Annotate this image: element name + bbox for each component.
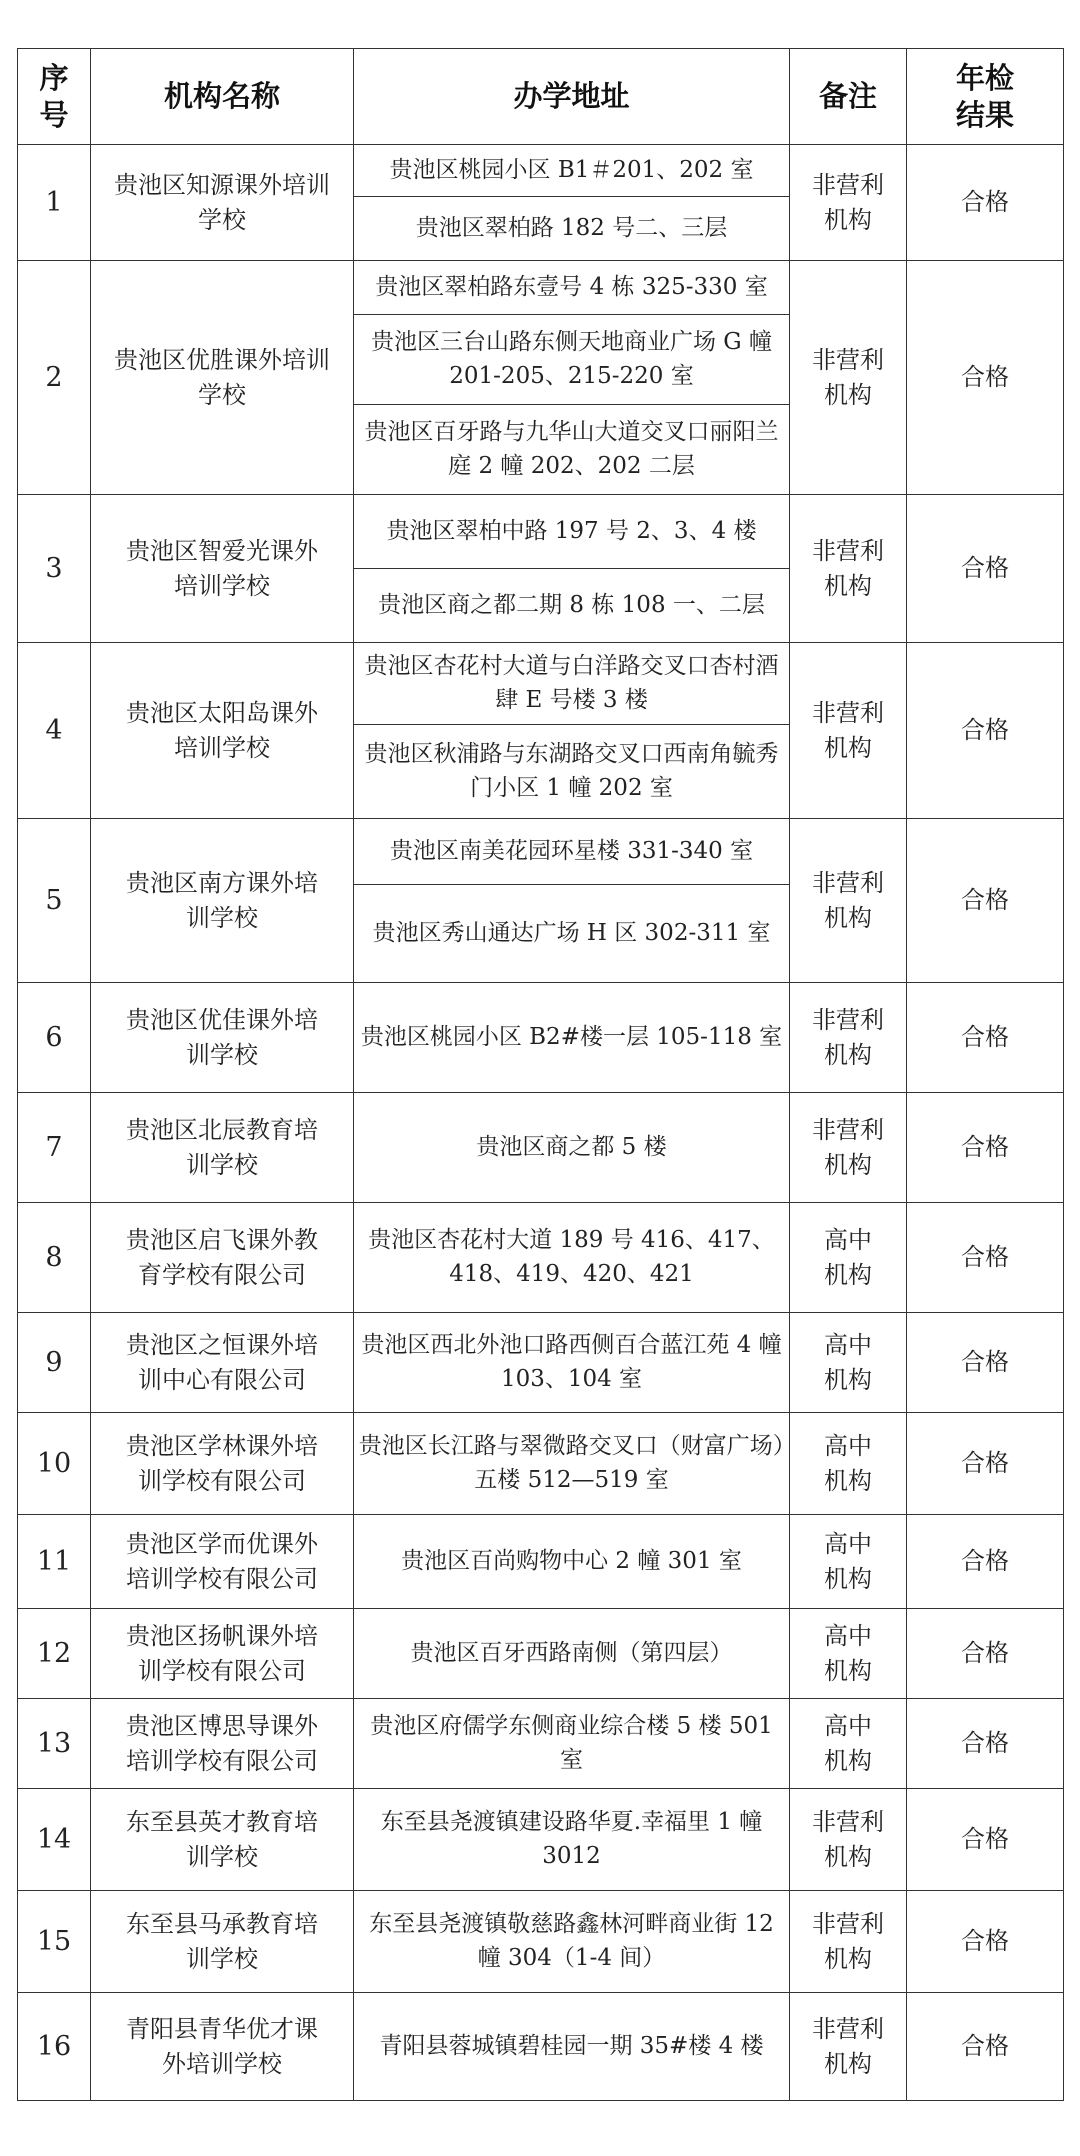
institution-address: 贵池区府儒学东侧商业综合楼 5 楼 501 室 bbox=[354, 1699, 790, 1789]
inspection-result: 合格 bbox=[907, 1203, 1064, 1313]
institution-address: 贵池区百牙路与九华山大道交叉口丽阳兰庭 2 幢 202、202 二层 bbox=[354, 405, 790, 495]
row-number: 1 bbox=[18, 145, 91, 261]
table-row bbox=[18, 1093, 1064, 1203]
row-number: 16 bbox=[18, 1993, 91, 2101]
inspection-result: 合格 bbox=[907, 1093, 1064, 1203]
table-row bbox=[18, 261, 1064, 315]
inspection-result: 合格 bbox=[907, 1515, 1064, 1609]
institution-table bbox=[17, 48, 1064, 2101]
header-no: 序 号 bbox=[18, 49, 91, 145]
institution-note: 非营利 机构 bbox=[790, 819, 907, 983]
institution-address: 贵池区长江路与翠微路交叉口（财富广场）五楼 512—519 室 bbox=[354, 1413, 790, 1515]
institution-address: 东至县尧渡镇敬慈路鑫林河畔商业街 12 幢 304（1-4 间） bbox=[354, 1891, 790, 1993]
header-result: 年检 结果 bbox=[907, 49, 1064, 145]
table-row bbox=[18, 1313, 1064, 1413]
table-body bbox=[18, 145, 1064, 2101]
inspection-result: 合格 bbox=[907, 1891, 1064, 1993]
table-row bbox=[18, 145, 1064, 197]
row-number: 10 bbox=[18, 1413, 91, 1515]
institution-address: 贵池区商之都 5 楼 bbox=[354, 1093, 790, 1203]
institution-name: 东至县马承教育培 训学校 bbox=[91, 1891, 354, 1993]
institution-note: 非营利 机构 bbox=[790, 1993, 907, 2101]
institution-note: 非营利 机构 bbox=[790, 983, 907, 1093]
inspection-result: 合格 bbox=[907, 1313, 1064, 1413]
institution-name: 贵池区知源课外培训 学校 bbox=[91, 145, 354, 261]
inspection-result: 合格 bbox=[907, 819, 1064, 983]
header-name: 机构名称 bbox=[91, 49, 354, 145]
institution-note: 非营利 机构 bbox=[790, 1891, 907, 1993]
institution-name: 贵池区优胜课外培训 学校 bbox=[91, 261, 354, 495]
table-row bbox=[18, 495, 1064, 569]
inspection-result: 合格 bbox=[907, 1789, 1064, 1891]
row-number: 8 bbox=[18, 1203, 91, 1313]
row-number: 3 bbox=[18, 495, 91, 643]
institution-note: 非营利 机构 bbox=[790, 643, 907, 819]
institution-note: 非营利 机构 bbox=[790, 261, 907, 495]
institution-note: 非营利 机构 bbox=[790, 495, 907, 643]
institution-address: 贵池区桃园小区 B2#楼一层 105-118 室 bbox=[354, 983, 790, 1093]
institution-name: 贵池区智爱光课外 培训学校 bbox=[91, 495, 354, 643]
table-row bbox=[18, 1413, 1064, 1515]
institution-address: 贵池区翠柏中路 197 号 2、3、4 楼 bbox=[354, 495, 790, 569]
institution-name: 贵池区扬帆课外培 训学校有限公司 bbox=[91, 1609, 354, 1699]
institution-name: 贵池区太阳岛课外 培训学校 bbox=[91, 643, 354, 819]
row-number: 9 bbox=[18, 1313, 91, 1413]
institution-note: 高中 机构 bbox=[790, 1609, 907, 1699]
institution-address: 贵池区南美花园环星楼 331-340 室 bbox=[354, 819, 790, 885]
institution-name: 贵池区优佳课外培 训学校 bbox=[91, 983, 354, 1093]
inspection-result: 合格 bbox=[907, 983, 1064, 1093]
row-number: 13 bbox=[18, 1699, 91, 1789]
inspection-result: 合格 bbox=[907, 261, 1064, 495]
row-number: 15 bbox=[18, 1891, 91, 1993]
institution-address: 贵池区西北外池口路西侧百合蓝江苑 4 幢 103、104 室 bbox=[354, 1313, 790, 1413]
institution-name: 贵池区之恒课外培 训中心有限公司 bbox=[91, 1313, 354, 1413]
table-row bbox=[18, 819, 1064, 885]
row-number: 12 bbox=[18, 1609, 91, 1699]
institution-address: 贵池区桃园小区 B1＃201、202 室 bbox=[354, 145, 790, 197]
institution-name: 贵池区学林课外培 训学校有限公司 bbox=[91, 1413, 354, 1515]
table-row bbox=[18, 1789, 1064, 1891]
institution-note: 非营利 机构 bbox=[790, 1093, 907, 1203]
row-number: 7 bbox=[18, 1093, 91, 1203]
institution-address: 贵池区翠柏路东壹号 4 栋 325-330 室 bbox=[354, 261, 790, 315]
row-number: 4 bbox=[18, 643, 91, 819]
institution-note: 非营利 机构 bbox=[790, 145, 907, 261]
inspection-result: 合格 bbox=[907, 1993, 1064, 2101]
institution-note: 高中 机构 bbox=[790, 1699, 907, 1789]
table-row bbox=[18, 983, 1064, 1093]
institution-name: 贵池区北辰教育培 训学校 bbox=[91, 1093, 354, 1203]
institution-address: 贵池区杏花村大道与白洋路交叉口杏村酒肆 E 号楼 3 楼 bbox=[354, 643, 790, 725]
institution-note: 非营利 机构 bbox=[790, 1789, 907, 1891]
inspection-result: 合格 bbox=[907, 1609, 1064, 1699]
row-number: 11 bbox=[18, 1515, 91, 1609]
institution-address: 东至县尧渡镇建设路华夏.幸福里 1 幢 3012 bbox=[354, 1789, 790, 1891]
inspection-result: 合格 bbox=[907, 495, 1064, 643]
table-row bbox=[18, 1609, 1064, 1699]
table-row bbox=[18, 1891, 1064, 1993]
table-row bbox=[18, 1993, 1064, 2101]
institution-address: 贵池区秋浦路与东湖路交叉口西南角毓秀门小区 1 幢 202 室 bbox=[354, 725, 790, 819]
institution-address: 贵池区百牙西路南侧（第四层） bbox=[354, 1609, 790, 1699]
institution-name: 贵池区南方课外培 训学校 bbox=[91, 819, 354, 983]
row-number: 6 bbox=[18, 983, 91, 1093]
institution-note: 高中 机构 bbox=[790, 1515, 907, 1609]
institution-note: 高中 机构 bbox=[790, 1413, 907, 1515]
institution-note: 高中 机构 bbox=[790, 1313, 907, 1413]
row-number: 2 bbox=[18, 261, 91, 495]
header-note: 备注 bbox=[790, 49, 907, 145]
institution-name: 贵池区学而优课外 培训学校有限公司 bbox=[91, 1515, 354, 1609]
institution-address: 贵池区秀山通达广场 H 区 302-311 室 bbox=[354, 885, 790, 983]
institution-note: 高中 机构 bbox=[790, 1203, 907, 1313]
row-number: 5 bbox=[18, 819, 91, 983]
table-row bbox=[18, 1203, 1064, 1313]
institution-name: 东至县英才教育培 训学校 bbox=[91, 1789, 354, 1891]
inspection-result: 合格 bbox=[907, 643, 1064, 819]
institution-address: 贵池区翠柏路 182 号二、三层 bbox=[354, 197, 790, 261]
institution-address: 贵池区商之都二期 8 栋 108 一、二层 bbox=[354, 569, 790, 643]
inspection-result: 合格 bbox=[907, 145, 1064, 261]
table-header-row bbox=[18, 49, 1064, 145]
inspection-result: 合格 bbox=[907, 1413, 1064, 1515]
institution-name: 贵池区博思导课外 培训学校有限公司 bbox=[91, 1699, 354, 1789]
table-row bbox=[18, 1515, 1064, 1609]
institution-address: 贵池区百尚购物中心 2 幢 301 室 bbox=[354, 1515, 790, 1609]
table-row bbox=[18, 643, 1064, 725]
inspection-result: 合格 bbox=[907, 1699, 1064, 1789]
institution-name: 青阳县青华优才课 外培训学校 bbox=[91, 1993, 354, 2101]
row-number: 14 bbox=[18, 1789, 91, 1891]
institution-address: 贵池区三台山路东侧天地商业广场 G 幢 201-205、215-220 室 bbox=[354, 315, 790, 405]
institution-address: 贵池区杏花村大道 189 号 416、417、418、419、420、421 bbox=[354, 1203, 790, 1313]
institution-address: 青阳县蓉城镇碧桂园一期 35#楼 4 楼 bbox=[354, 1993, 790, 2101]
header-address: 办学地址 bbox=[354, 49, 790, 145]
table-row bbox=[18, 1699, 1064, 1789]
institution-name: 贵池区启飞课外教 育学校有限公司 bbox=[91, 1203, 354, 1313]
